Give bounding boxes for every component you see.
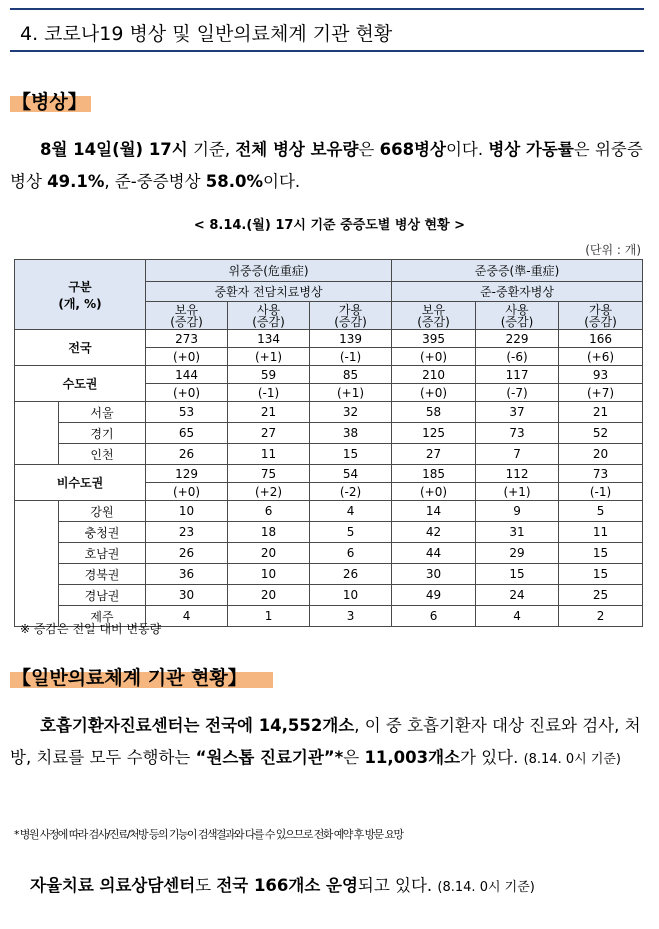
label: 보유 [174, 302, 199, 317]
table-note: ※ 증감은 전일 대비 변동량 [20, 622, 162, 636]
table-cell: 93 [559, 366, 643, 384]
row-label: 강원 [59, 501, 146, 522]
table-cell: 11 [559, 522, 643, 543]
table-cell: 10 [146, 501, 228, 522]
label: 사용 [505, 302, 529, 317]
table-cell: 112 [476, 465, 559, 483]
text: 은 [343, 748, 365, 767]
date-text: 8월 14일(월) 17시 [40, 140, 188, 159]
counseling-center-line [30, 872, 535, 896]
semi-critical-rate: 58.0% [205, 172, 264, 191]
text: 은 [358, 140, 380, 159]
table-cell: (+6) [559, 348, 643, 366]
table-cell: (-1) [228, 384, 310, 402]
table-row-nonmetro [15, 465, 643, 483]
table-cell: 26 [310, 564, 392, 585]
table-cell: 18 [228, 522, 310, 543]
table-cell: 26 [146, 543, 228, 564]
table-cell: 15 [310, 444, 392, 465]
row-label: 서울 [59, 402, 146, 423]
table-cell: 6 [228, 501, 310, 522]
text-bold: 전국 166개소 운영 [216, 876, 358, 895]
row-label: 전국 [15, 330, 146, 366]
header-critical-sub: 중환자 전담치료병상 [146, 282, 392, 302]
table-cell: (+1) [310, 384, 392, 402]
row-label: 비수도권 [15, 465, 146, 501]
table-cell: 129 [146, 465, 228, 483]
table-cell: 4 [310, 501, 392, 522]
table-cell: 20 [228, 543, 310, 564]
table-cell: 4 [476, 606, 559, 627]
beds-section-tag-label: 【병상】 [12, 91, 87, 113]
table-cell: 125 [392, 423, 476, 444]
table-cell: (+0) [392, 483, 476, 501]
row-label: 경북권 [59, 564, 146, 585]
total-beds: 668병상 [379, 140, 446, 159]
header-semi-critical: 준중증(準-重症) [392, 260, 643, 282]
table-cell: (-1) [310, 348, 392, 366]
table-cell: (+1) [476, 483, 559, 501]
table-cell: 85 [310, 366, 392, 384]
header-col-have [146, 302, 228, 330]
table-cell: 134 [228, 330, 310, 348]
table-row-national [15, 330, 643, 348]
header-col-use [476, 302, 559, 330]
table-cell: 9 [476, 501, 559, 522]
table-row [15, 444, 643, 465]
label: (증감) [500, 314, 534, 329]
table-cell: 1 [228, 606, 310, 627]
table-cell: 26 [146, 444, 228, 465]
table-cell: 27 [392, 444, 476, 465]
header-critical: 위중증(危重症) [146, 260, 392, 282]
header-semi-critical-sub: 준-중환자병상 [392, 282, 643, 302]
text: 이다. [445, 140, 489, 159]
table-cell: 54 [310, 465, 392, 483]
text: 은 위중증병상 [10, 140, 643, 191]
table-cell: 21 [228, 402, 310, 423]
beds-section-tag [10, 86, 91, 112]
table-cell: 6 [310, 543, 392, 564]
table-cell: 23 [146, 522, 228, 543]
table-cell: 15 [559, 543, 643, 564]
table-cell: 59 [228, 366, 310, 384]
label: 보유 [421, 302, 446, 317]
row-label: 인천 [59, 444, 146, 465]
table-row [15, 585, 643, 606]
table-row [15, 423, 643, 444]
spacer-cell [15, 501, 59, 627]
table-cell: 31 [476, 522, 559, 543]
row-label: 충청권 [59, 522, 146, 543]
table-cell: 75 [228, 465, 310, 483]
table-cell: 15 [559, 564, 643, 585]
general-section-tag-label: 【일반의료체계 기관 현황】 [12, 667, 247, 689]
table-cell: 3 [310, 606, 392, 627]
spacer-cell [15, 402, 59, 465]
header-col-avail [310, 302, 392, 330]
table-cell: 5 [559, 501, 643, 522]
text-bold: 병상 가동률 [488, 140, 574, 159]
text: 기준, [187, 140, 236, 159]
table-row [15, 501, 643, 522]
table-cell: (+0) [392, 348, 476, 366]
label: (증감) [417, 314, 450, 329]
label: 가용 [338, 302, 363, 317]
table-cell: (+7) [559, 384, 643, 402]
table-title: < 8.14.(월) 17시 기준 중증도별 병상 현황 > [193, 218, 466, 233]
table-cell: (-2) [310, 483, 392, 501]
table-cell: 24 [476, 585, 559, 606]
table-cell: (+0) [392, 384, 476, 402]
label: 가용 [588, 302, 613, 317]
table-cell: (+0) [146, 384, 228, 402]
table-row [15, 522, 643, 543]
table-cell: 117 [476, 366, 559, 384]
table-cell: 2 [559, 606, 643, 627]
table-cell: 6 [392, 606, 476, 627]
table-cell: 30 [146, 585, 228, 606]
label: (증감) [170, 314, 203, 329]
table-cell: 10 [310, 585, 392, 606]
table-cell: 53 [146, 402, 228, 423]
label: 사용 [256, 302, 281, 317]
text: , 이 중 호흡기환자 대상 진료와 검사, 처방, 치료를 모두 수행하는 [10, 716, 641, 767]
section-header [10, 8, 644, 52]
table-cell: 29 [476, 543, 559, 564]
header-division-label: 구분 [68, 279, 92, 294]
table-cell: (+1) [228, 348, 310, 366]
row-label: 경남권 [59, 585, 146, 606]
table-cell: (+0) [146, 348, 228, 366]
table-cell: 25 [559, 585, 643, 606]
table-cell: (-1) [559, 483, 643, 501]
label: (증감) [334, 314, 367, 329]
table-cell: (+2) [228, 483, 310, 501]
table-cell: 52 [559, 423, 643, 444]
header-col-use [228, 302, 310, 330]
table-cell: 273 [146, 330, 228, 348]
row-label: 제주 [59, 606, 146, 627]
text-bold: “원스톱 진료기관”* [195, 748, 344, 767]
table-cell: 144 [146, 366, 228, 384]
table-cell: 4 [146, 606, 228, 627]
table-cell: 21 [559, 402, 643, 423]
table-row-metro [15, 366, 643, 384]
table-cell: (-6) [476, 348, 559, 366]
table-cell: 49 [392, 585, 476, 606]
table-cell: 65 [146, 423, 228, 444]
section-title: 4. 코로나19 병상 및 일반의료체계 기관 현황 [20, 23, 393, 45]
table-cell: (-7) [476, 384, 559, 402]
reference-date: (8.14. 0시 기준) [437, 880, 535, 895]
critical-rate: 49.1% [47, 172, 105, 191]
table-cell: 32 [310, 402, 392, 423]
table-cell: 139 [310, 330, 392, 348]
table-cell: 5 [310, 522, 392, 543]
row-label: 수도권 [15, 366, 146, 402]
footnote: * 병원 사정에 따라 검사/진료/처방 등의 기능이 검색결과와 다를 수 있으므로 전화 예약 후 방문 요망 [14, 828, 403, 841]
table-cell: 30 [392, 564, 476, 585]
table-cell: 38 [310, 423, 392, 444]
table-cell: 73 [476, 423, 559, 444]
beds-summary-paragraph [10, 134, 650, 198]
text: 되고 있다. [357, 876, 438, 895]
table-cell: 42 [392, 522, 476, 543]
table-cell: 210 [392, 366, 476, 384]
table-cell: 58 [392, 402, 476, 423]
table-cell: 73 [559, 465, 643, 483]
table-cell: 27 [228, 423, 310, 444]
text-bold: 11,003개소 [364, 748, 461, 767]
table-cell: 229 [476, 330, 559, 348]
table-cell: 20 [228, 585, 310, 606]
general-summary-paragraph [10, 710, 650, 776]
label: (증감) [252, 314, 285, 329]
table-cell: (+0) [146, 483, 228, 501]
beds-table [14, 259, 643, 627]
row-label: 호남권 [59, 543, 146, 564]
text-bold: 호흡기환자진료센터는 전국에 14,552개소 [40, 716, 355, 735]
table-row [15, 402, 643, 423]
header-division [15, 260, 146, 330]
table-cell: 10 [228, 564, 310, 585]
text-bold: 자율치료 의료상담센터 [30, 876, 196, 895]
table-cell: 36 [146, 564, 228, 585]
header-col-have [392, 302, 476, 330]
text: 도 [195, 876, 217, 895]
table-cell: 7 [476, 444, 559, 465]
header-col-avail [559, 302, 643, 330]
table-cell: 15 [476, 564, 559, 585]
table-cell: 44 [392, 543, 476, 564]
general-section-tag [10, 662, 273, 688]
table-cell: 166 [559, 330, 643, 348]
table-cell: 14 [392, 501, 476, 522]
text-bold: 전체 병상 보유량 [235, 140, 359, 159]
text: 이다. [263, 172, 301, 191]
table-unit: (단위 : 개) [585, 243, 641, 257]
reference-date: (8.14. 0시 기준) [523, 752, 622, 767]
table-row [15, 543, 643, 564]
table-cell: 37 [476, 402, 559, 423]
table-cell: 20 [559, 444, 643, 465]
table-row [15, 564, 643, 585]
table-cell: 11 [228, 444, 310, 465]
table-cell: 395 [392, 330, 476, 348]
row-label: 경기 [59, 423, 146, 444]
text: , 준-중증병상 [104, 172, 206, 191]
label: (증감) [584, 314, 617, 329]
header-division-unit: (개, %) [58, 296, 102, 311]
table-cell: 185 [392, 465, 476, 483]
text: 가 있다. [460, 748, 524, 767]
